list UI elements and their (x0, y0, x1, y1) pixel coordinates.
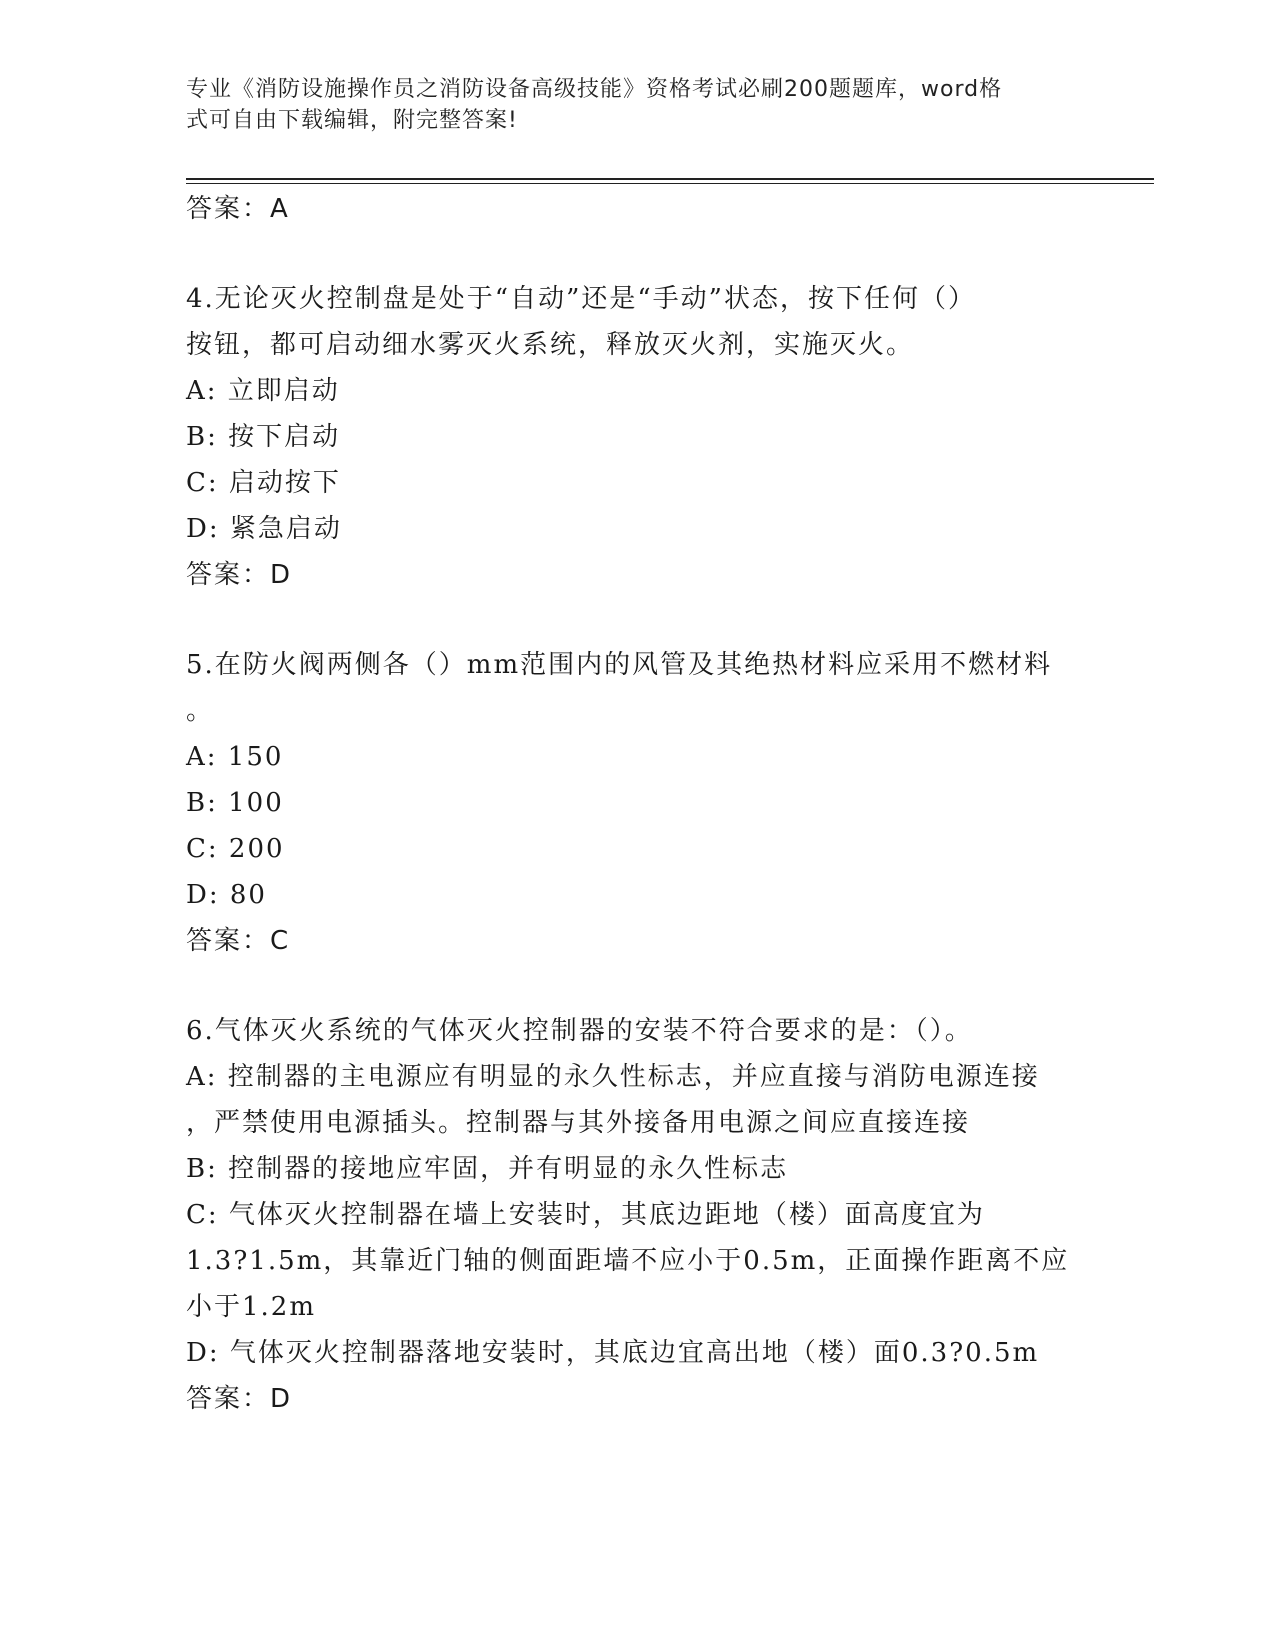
option-b: B: 按下启动 (186, 422, 341, 452)
question-text-line: 5.在防火阀两侧各（）mm范围内的风管及其绝热材料应采用不燃材料 (186, 650, 1053, 680)
option-c: C: 气体灭火控制器在墙上安装时，其底边距地（楼）面高度宜为 (186, 1200, 985, 1230)
answer-line: 答案：C (186, 926, 291, 956)
option-c-continued: 小于1.2m (186, 1292, 317, 1322)
header-rule (186, 178, 1154, 180)
option-a: A: 150 (186, 742, 284, 772)
header-rule-thin (186, 183, 1154, 184)
answer-line: 答案：D (186, 1384, 293, 1414)
option-a: A: 立即启动 (186, 376, 340, 406)
option-c-continued: 1.3?1.5m，其靠近门轴的侧面距墙不应小于0.5m，正面操作距离不应 (186, 1246, 1070, 1276)
option-c: C: 启动按下 (186, 468, 341, 498)
option-c: C: 200 (186, 834, 285, 864)
option-d: D: 紧急启动 (186, 514, 342, 544)
document-body (186, 186, 1086, 1422)
question-text-line: 4.无论灭火控制盘是处于“自动”还是“手动”状态，按下任何（） (186, 284, 976, 314)
question-4 (186, 276, 1086, 598)
option-d: D: 气体灭火控制器落地安装时，其底边宜高出地（楼）面0.3?0.5m (186, 1338, 1040, 1368)
question-text-line: 按钮，都可启动细水雾灭火系统，释放灭火剂，实施灭火。 (186, 330, 915, 360)
header-line-1: 专业《消防设施操作员之消防设备高级技能》资格考试必刷200题题库，word格 (186, 77, 1003, 102)
question-text-line: 。 (186, 696, 215, 726)
option-b: B: 100 (186, 788, 284, 818)
question-5 (186, 642, 1086, 964)
header-line-2: 式可自由下载编辑，附完整答案! (186, 108, 518, 133)
question-text-line: 6.气体灭火系统的气体灭火控制器的安装不符合要求的是：（）。 (186, 1016, 973, 1046)
option-b: B: 控制器的接地应牢固，并有明显的永久性标志 (186, 1154, 789, 1184)
option-a-continued: ，严禁使用电源插头。控制器与其外接备用电源之间应直接连接 (186, 1108, 971, 1138)
option-a: A: 控制器的主电源应有明显的永久性标志，并应直接与消防电源连接 (186, 1062, 1040, 1092)
answer-line: 答案：A (186, 194, 290, 224)
option-d: D: 80 (186, 880, 267, 910)
page-header (186, 74, 1066, 136)
question-6 (186, 1008, 1086, 1422)
answer-line: 答案：D (186, 560, 293, 590)
